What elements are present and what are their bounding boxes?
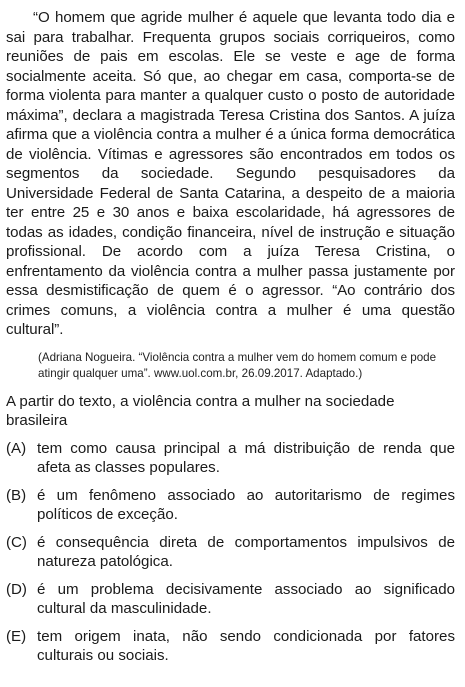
option-c[interactable] — [6, 533, 455, 572]
option-letter: (B) — [6, 486, 27, 504]
option-text: tem origem inata, não sendo condicionada por fatores culturais ou sociais. — [37, 627, 455, 664]
option-b[interactable] — [6, 486, 455, 525]
option-text: tem como causa principal a má distribuição de renda que afeta as classes populares. — [37, 439, 455, 476]
option-text: é um fenômeno associado ao autoritarismo de regimes políticos de exceção. — [37, 486, 455, 523]
option-e[interactable] — [6, 627, 455, 666]
option-text: é um problema decisivamente associado ao significado cultural da masculinidade. — [37, 580, 455, 617]
option-letter: (A) — [6, 439, 27, 457]
option-letter: (C) — [6, 533, 27, 551]
source-citation: (Adriana Nogueira. “Violência contra a mulher vem do homem comum e pode atingir qualquer uma”. www.uol.com.br, 26.09.2017. Adaptado.) — [38, 350, 437, 380]
question-stem: A partir do texto, a violência contra a mulher na sociedade brasileira — [6, 392, 395, 429]
option-letter: (E) — [6, 627, 27, 645]
passage-text: “O homem que agride mulher é aquele que levanta todo dia e sai para trabalhar. Frequenta grupos sociais corriqueiros, como reuniões de pais em escolas. Ele se veste e age de forma socialmente aceita. Só que, ao chegar em casa, comporta-se de forma violenta para manter a qualquer custo o posto de autoridade máxima”, declara a magistrada Teresa Cristina dos Santos. A juíza afirma que a violência contra a mulher é a única forma democrática de violência. Vítimas e agressores são encontrados em todos os segmentos da sociedade. Segundo pesquisadores da Universidade Federal de Santa Catarina, a despeito de a maioria ter entre 25 e 30 anos e baixa escolaridade, há agressores de todas as idades, condição financeira, nível de instrução e situação profissional. De acordo com a juíza Teresa Cristina, o enfrentamento da violência contra a mulher passa justamente por essa desmistificação de quem é o agressor. “Ao contrário dos crimes comuns, a violência contra a mulher é uma questão cultural”. — [6, 9, 455, 338]
option-text: é consequência direta de comportamentos impulsivos de natureza patológica. — [37, 533, 455, 570]
answer-options — [6, 439, 455, 666]
option-letter: (D) — [6, 580, 27, 598]
option-a[interactable] — [6, 439, 455, 478]
option-d[interactable] — [6, 580, 455, 619]
